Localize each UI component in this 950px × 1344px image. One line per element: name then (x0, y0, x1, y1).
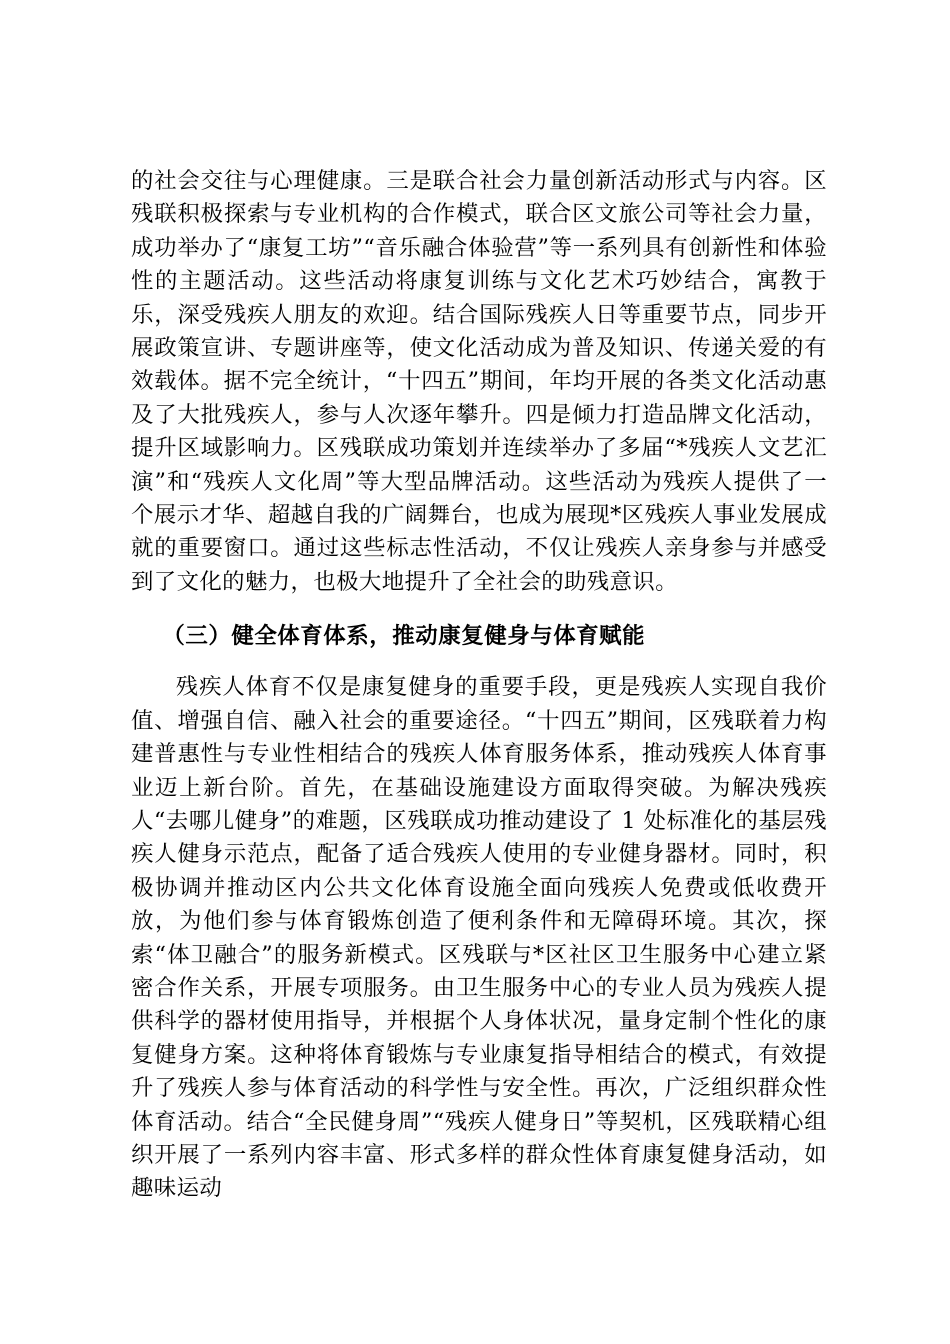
section-heading: （三）健全体育体系，推动康复健身与体育赋能 (162, 623, 646, 650)
body-paragraph: 残疾人体育不仅是康复健身的重要手段，更是残疾人实现自我价值、增强自信、融入社会的重要途径。“十四五”期间，区残联着力构建普惠性与专业性相结合的残疾人体育服务体系，推动残疾人体育事业迈上新台阶。首先，在基础设施建设方面取得突破。为解决残疾人“去哪儿健身”的难题，区残联成功推动建设了 1 处标准化的基层残疾人健身示范点，配备了适合残疾人使用的专业健身器材。同时，积极协调并推动区内公共文化体育设施全面向残疾人免费或低收费开放，为他们参与体育锻炼创造了便利条件和无障碍环境。其次，探索“体卫融合”的服务新模式。区残联与*区社区卫生服务中心建立紧密合作关系，开展专项服务。由卫生服务中心的专业人员为残疾人提供科学的器材使用指导，并根据个人身体状况，量身定制个性化的康复健身方案。这种将体育锻炼与专业康复指导相结合的模式，有效提升了残疾人参与体育活动的科学性与安全性。再次，广泛组织群众性体育活动。结合“全民健身周”“残疾人健身日”等契机，区残联精心组织开展了一系列内容丰富、形式多样的群众性体育康复健身活动，如趣味运动 (131, 674, 827, 1202)
document-page (131, 165, 827, 1206)
body-paragraph-continued: 的社会交往与心理健康。三是联合社会力量创新活动形式与内容。区残联积极探索与专业机构的合作模式，联合区文旅公司等社会力量，成功举办了“康复工坊”“音乐融合体验营”等一系列具有创新性和体验性的主题活动。这些活动将康复训练与文化艺术巧妙结合，寓教于乐，深受残疾人朋友的欢迎。结合国际残疾人日等重要节点，同步开展政策宣讲、专题讲座等，使文化活动成为普及知识、传递关爱的有效载体。据不完全统计，“十四五”期间，年均开展的各类文化活动惠及了大批残疾人，参与人次逐年攀升。四是倾力打造品牌文化活动，提升区域影响力。区残联成功策划并连续举办了多届“*残疾人文艺汇演”和“残疾人文化周”等大型品牌活动。这些活动为残疾人提供了一个展示才华、超越自我的广阔舞台，也成为展现*区残疾人事业发展成就的重要窗口。通过这些标志性活动，不仅让残疾人亲身参与并感受到了文化的魅力，也极大地提升了全社会的助残意识。 (131, 168, 827, 595)
